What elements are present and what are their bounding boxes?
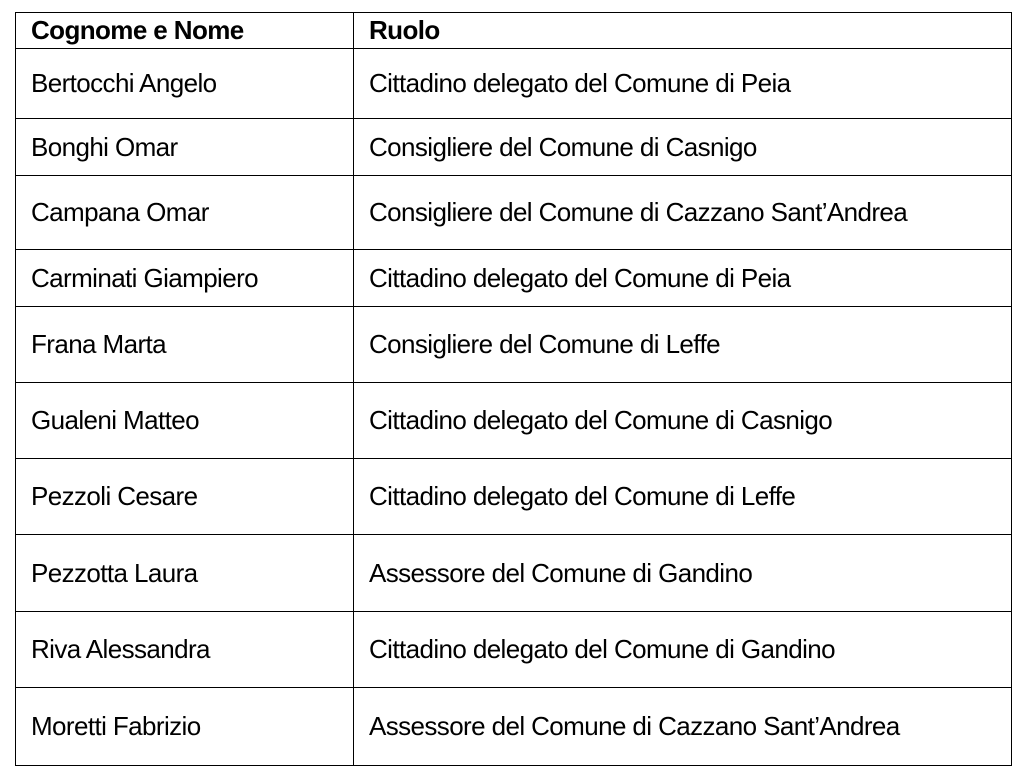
member-role: Consigliere del Comune di Casnigo [354, 119, 1012, 176]
members-table [15, 12, 1012, 766]
member-name: Carminati Giampiero [16, 250, 354, 307]
table-row [16, 459, 1012, 535]
member-role: Consigliere del Comune di Leffe [354, 307, 1012, 383]
table-row [16, 176, 1012, 250]
member-role: Assessore del Comune di Gandino [354, 535, 1012, 612]
member-name: Riva Alessandra [16, 612, 354, 688]
table-row [16, 49, 1012, 119]
header-name: Cognome e Nome [16, 13, 354, 49]
header-role: Ruolo [354, 13, 1012, 49]
member-name: Bertocchi Angelo [16, 49, 354, 119]
member-name: Campana Omar [16, 176, 354, 250]
member-name: Moretti Fabrizio [16, 688, 354, 766]
member-role: Consigliere del Comune di Cazzano Sant’Andrea [354, 176, 1012, 250]
member-name: Gualeni Matteo [16, 383, 354, 459]
table-row [16, 535, 1012, 612]
member-role: Cittadino delegato del Comune di Leffe [354, 459, 1012, 535]
member-name: Bonghi Omar [16, 119, 354, 176]
table-row [16, 307, 1012, 383]
member-name: Frana Marta [16, 307, 354, 383]
member-role: Cittadino delegato del Comune di Casnigo [354, 383, 1012, 459]
member-role: Assessore del Comune di Cazzano Sant’Andrea [354, 688, 1012, 766]
member-name: Pezzotta Laura [16, 535, 354, 612]
member-role: Cittadino delegato del Comune di Peia [354, 250, 1012, 307]
member-name: Pezzoli Cesare [16, 459, 354, 535]
table-row [16, 383, 1012, 459]
table-row [16, 688, 1012, 766]
table-row [16, 612, 1012, 688]
table-row [16, 119, 1012, 176]
table-header-row [16, 13, 1012, 49]
table-row [16, 250, 1012, 307]
member-role: Cittadino delegato del Comune di Peia [354, 49, 1012, 119]
member-role: Cittadino delegato del Comune di Gandino [354, 612, 1012, 688]
